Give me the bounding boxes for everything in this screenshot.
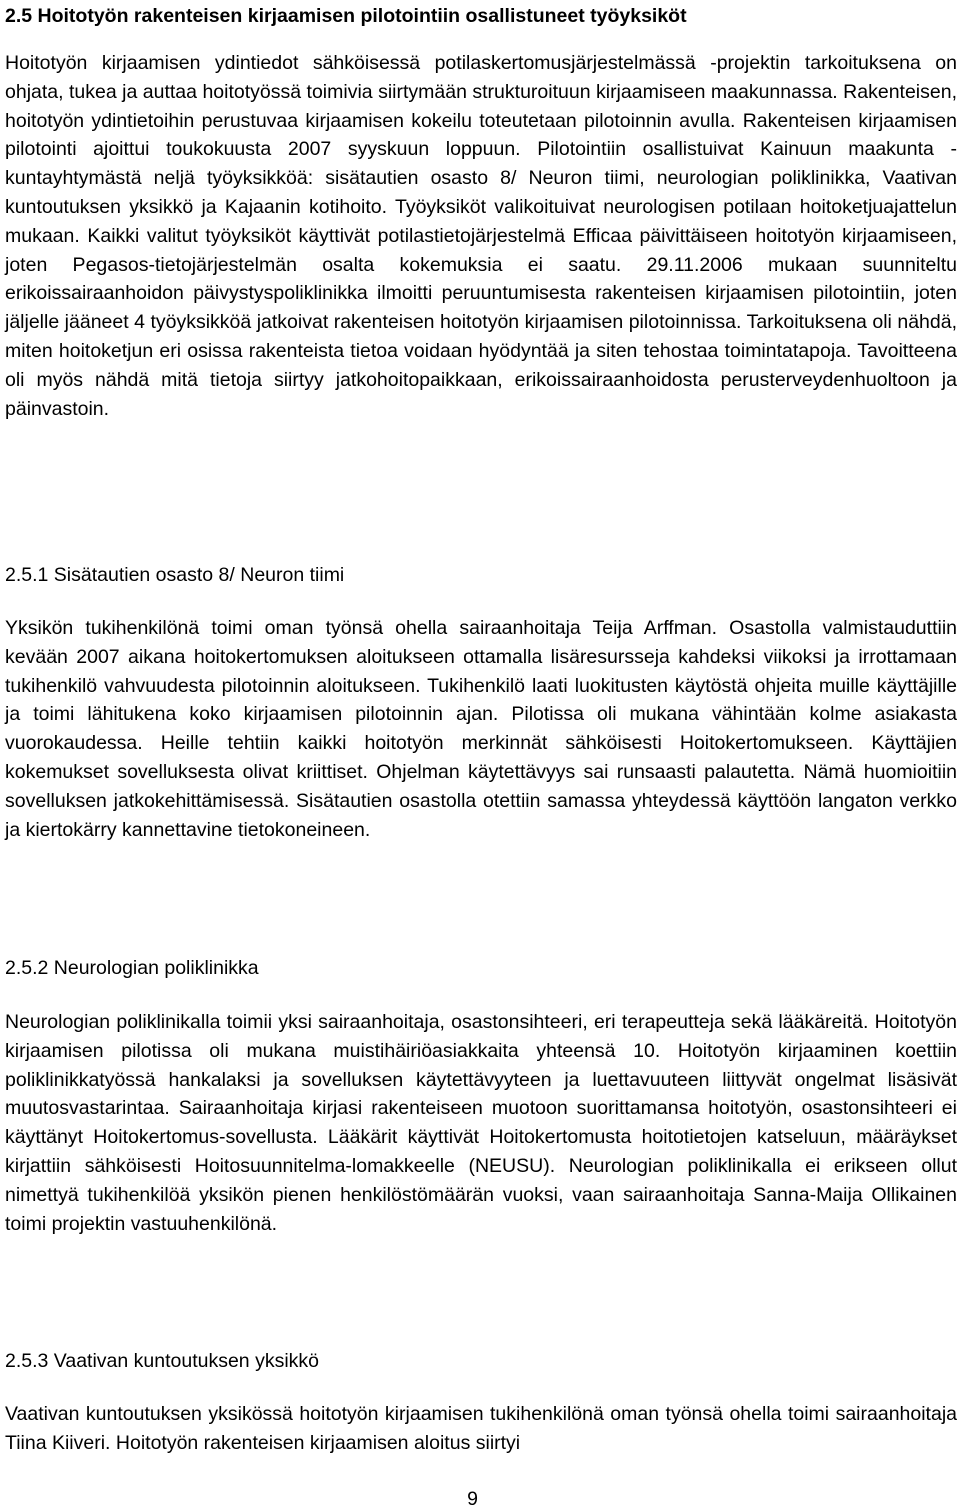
- subsection-body-2: Neurologian poliklinikalla toimii yksi sairaanhoitaja, osastonsihteeri, eri terapeutteja sekä lääkäreitä. Hoitotyön kirjaamisen pilotissa oli mukana muistihäiriöasiakkaita yhteensä 10. Hoitotyön kirjaaminen koettiin poliklinikkatyössä hankalaksi ja sovelluksen käytettävyyteen ja luettavuuteen liittyvät ongelmat lisäsivät muutosvastarintaa. Sairaanhoitaja kirjasi rakenteiseen muotoon suorittamansa hoitotyön, osastonsihteeri ei käyttänyt Hoitokertomus-sovellusta. Lääkärit käyttivät Hoitokertomusta hoitotietojen katseluun, määräykset kirjattiin sähköisesti Hoitosuunnitelma-lomakkeelle (NEUSU). Neurologian poliklinikalla ei erikseen ollut nimettyä tukihenkilöä yksikön pienen henkilöstömäärän vuoksi, vaan sairaanhoitaja Sanna-Maija Ollikainen toimi projektin vastuuhenkilönä.: [5, 1011, 957, 1235]
- subsection-body-1: Yksikön tukihenkilönä toimi oman työnsä ohella sairaanhoitaja Teija Arffman. Osastolla valmistauduttiin kevään 2007 aikana hoitokertomuksen aloitukseen ottamalla lisäresursseja kahdeksi viikoksi ja irrottamaan tukihenkilö vahvuudesta pilotoinnin aloitukseen. Tukihenkilö laati luokitusten käytöstä ohjeita muille käyttäjille ja toimi lähitukena koko kirjaamisen pilotoinnin ajan. Pilotissa oli mukana vähintään kolme asiakasta vuorokaudessa. Heille tehtiin kaikki hoitotyön merkinnät sähköisesti Hoitokertomukseen. Käyttäjien kokemukset sovelluksesta olivat kriittiset. Ohjelman käytettävyys sai runsaasti palautetta. Nämä huomioitiin sovelluksen jatkokehittämisessä. Sisätautien osastolla otettiin samassa yhteydessä käyttöön langaton verkko ja kiertokärry kannettavine tietokoneineen.: [5, 617, 957, 841]
- intro-paragraph: Hoitotyön kirjaamisen ydintiedot sähköisessä potilaskertomusjärjestelmässä -projektin tarkoituksena on ohjata, tukea ja auttaa hoitotyössä toimivia siirtymään strukturoituun kirjaamiseen maakunnassa. Rakenteisen, hoitotyön ydintietoihin perustuvaa kirjaamisen kokeilu toteutetaan pilotoinnin avulla. Rakenteisen kirjaamisen pilotointi ajoittui toukokuusta 2007 syyskuun loppuun. Pilotointiin osallistuivat Kainuun maakunta -kuntayhtymästä neljä työyksikköä: sisätautien osasto 8/ Neuron tiimi, neurologian poliklinikka, Vaativan kuntoutuksen yksikkö ja Kajaanin kotihoito. Työyksiköt valikoituivat neurologisen potilaan hoitoketjuajattelun mukaan. Kaikki valitut työyksiköt käyttivät potilastietojärjestelmä Efficaa päivittäiseen hoitotyön kirjaamiseen, joten Pegasos-tietojärjestelmän osalta kokemuksia ei saatu. 29.11.2006 mukaan suunniteltu erikoissairaanhoidon päivystyspoliklinikka ilmoitti peruuntumisesta rakenteisen kirjaamisen pilotointiin, joten jäljelle jääneet 4 työyksikköä jatkoivat rakenteisen hoitotyön kirjaamisen pilotoinnissa. Tarkoituksena oli nähdä, miten hoitoketjun eri osissa rakenteista tietoa voidaan hyödyntää ja siten tehostaa toimintatapoja. Tavoitteena oli myös nähdä mitä tietoja siirtyy jatkohoitopaikkaan, erikoissairaanhoidosta perusterveydenhuoltoon ja päinvastoin.: [5, 52, 957, 420]
- subsection-body-3: Vaativan kuntoutuksen yksikössä hoitotyön kirjaamisen tukihenkilönä oman työnsä ohella toimi sairaanhoitaja Tiina Kiiveri. Hoitotyön rakenteisen kirjaamisen aloitus siirtyi: [5, 1403, 957, 1454]
- section-heading: 2.5 Hoitotyön rakenteisen kirjaamisen pilotointiin osallistuneet työyksiköt: [5, 5, 687, 27]
- subsection-heading-3: 2.5.3 Vaativan kuntoutuksen yksikkö: [5, 1350, 319, 1372]
- subsection-heading-1: 2.5.1 Sisätautien osasto 8/ Neuron tiimi: [5, 564, 345, 586]
- page-number: 9: [467, 1488, 478, 1510]
- subsection-heading-2: 2.5.2 Neurologian poliklinikka: [5, 957, 259, 979]
